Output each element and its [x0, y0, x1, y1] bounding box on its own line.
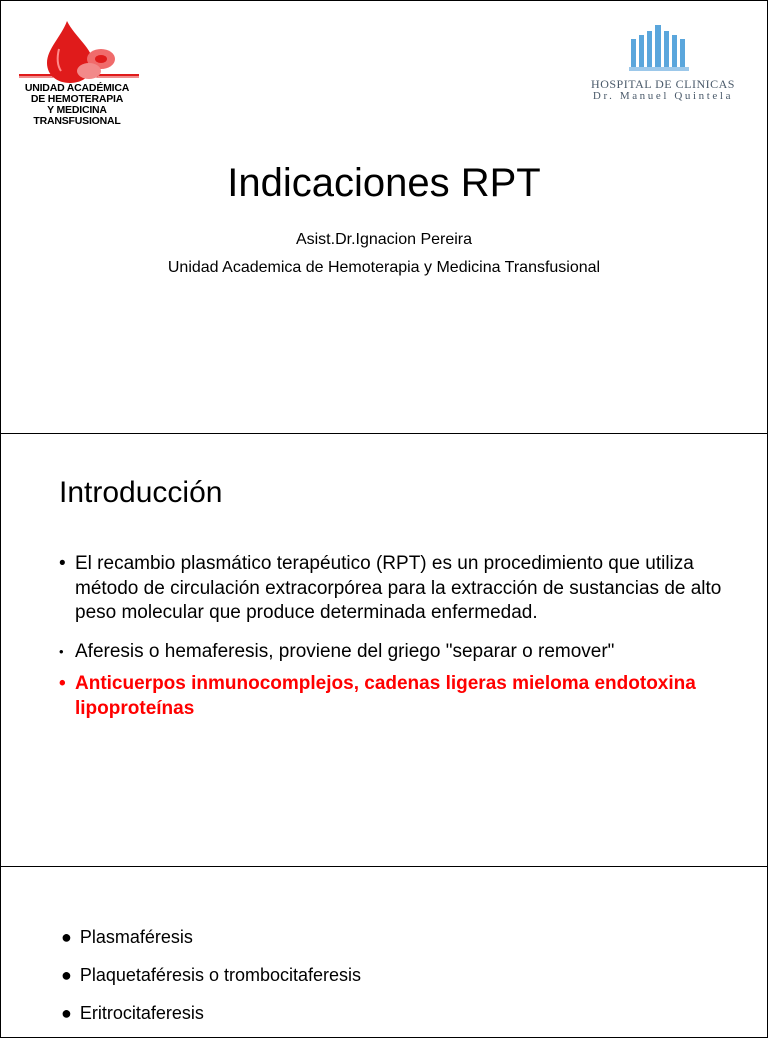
bullet-icon: •: [59, 673, 66, 694]
bullet-icon: •: [59, 643, 64, 659]
bullet-icon: ●: [61, 927, 72, 947]
list-item: [61, 1003, 361, 1023]
bullet-text: Anticuerpos inmunocomplejos, cadenas ligeras mieloma endotoxina lipoproteínas: [75, 673, 696, 719]
logo-left-text: [15, 83, 139, 127]
slide-1: [0, 0, 768, 434]
list-item: [61, 965, 361, 985]
hospital-building-icon: [629, 23, 691, 73]
unidad-academica-logo: [15, 19, 143, 131]
bullet-text: Eritrocitaferesis: [79, 1003, 204, 1023]
affiliation: Unidad Academica de Hemoterapia y Medicina Transfusional: [167, 259, 601, 276]
slide-title: Indicaciones RPT: [227, 161, 541, 205]
bullet-icon: •: [59, 553, 66, 574]
list-item: [59, 640, 739, 665]
bullet-text: El recambio plasmático terapéutico (RPT) es un procedimiento que utiliza método de circulación extracorpórea para la extracción de sustancias de alto peso molecular que produce determinada enfermedad.: [75, 553, 722, 623]
bullet-text: Plasmaféresis: [79, 927, 193, 947]
logo-left-line: Y MEDICINA: [47, 104, 107, 116]
hospital-subname: Dr. Manuel Quintela: [592, 90, 734, 102]
slide-2: [0, 433, 768, 867]
slide-title: Introducción: [59, 476, 223, 509]
bullet-list: [59, 552, 739, 721]
list-item: [61, 927, 361, 947]
hospital-name: HOSPITAL DE CLINICAS: [591, 77, 735, 91]
bullet-text: Plaquetaféresis o trombocitaferesis: [79, 965, 362, 985]
list-item-highlight: [59, 672, 739, 721]
bullet-icon: ●: [61, 1003, 72, 1023]
bullet-list: [61, 927, 361, 1038]
bullet-icon: ●: [61, 965, 72, 985]
logo-left-line: TRANSFUSIONAL: [33, 115, 121, 127]
hospital-de-clinicas-logo: [575, 23, 751, 105]
logo-left-line: DE HEMOTERAPIA: [30, 93, 124, 105]
list-item: [59, 552, 739, 626]
author: Asist.Dr.Ignacion Pereira: [295, 231, 473, 248]
bullet-text: Aferesis o hemaferesis, proviene del griego "separar o remover": [75, 640, 615, 662]
slide-3: [0, 866, 768, 1038]
logo-left-line: UNIDAD ACADÉMICA: [24, 82, 130, 94]
blood-drop-icon: [15, 19, 143, 85]
